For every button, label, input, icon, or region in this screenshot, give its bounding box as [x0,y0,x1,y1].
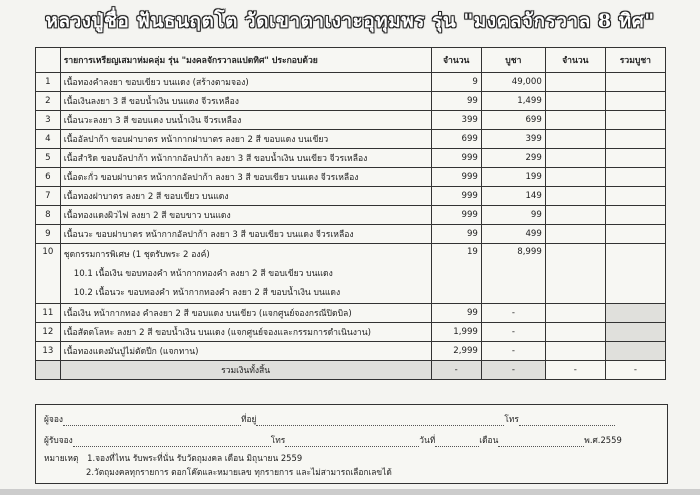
row-total-cell[interactable] [605,187,665,206]
row-quantity: 9 [431,73,481,92]
day-label: วันที่ [419,435,436,445]
row-item: เนื้อทองฝาบาตร ลงยา 2 สี ขอบเขียว บนแดง [60,187,431,206]
table-row [36,130,666,149]
table-row [36,73,666,92]
row-quantity: 99 [431,92,481,111]
row-quantity: 19 [431,244,481,304]
row-item: เนื้อตะกั่ว ขอบฝาบาตร หน้ากากอัลปาก้า ลงยา 3 สี ขอบเขียว บนแดง จีวรเหลือง [60,168,431,187]
day-input[interactable] [435,438,479,447]
row-number: 13 [36,342,61,361]
row-price: 199 [481,168,545,187]
sum-label: รวมเงินทั้งสิ้น [60,361,431,380]
row-order-quantity-cell[interactable] [545,342,605,361]
header-total: รวมบูชา [605,48,665,73]
sum-blank-cell [36,361,61,380]
row-quantity: 999 [431,206,481,225]
sum-price: - [481,361,545,380]
row-item: เนื้อสัตตโลหะ ลงยา 2 สี ขอบน้ำเงิน บนแดง (แจกศูนย์จองและกรรมการดำเนินงาน) [60,323,431,342]
table-row [36,92,666,111]
sum-row [36,361,666,380]
row-number: 10 [36,244,61,304]
row-quantity: 399 [431,111,481,130]
month-input[interactable] [498,438,584,447]
table-header-row [36,48,666,73]
row-total-cell[interactable] [605,73,665,92]
row-quantity: 999 [431,168,481,187]
row-number: 9 [36,225,61,244]
address-input[interactable] [256,417,504,426]
table-row [36,225,666,244]
note-2: 2.วัตถุมงคลทุกรายการ ตอกโค๊ตและหมายเลข ทุกรายการ และไม่สามารถเลือกเลขได้ [86,467,392,477]
row-number: 8 [36,206,61,225]
row-number: 4 [36,130,61,149]
row-order-quantity-cell[interactable] [545,323,605,342]
row-item: เนื้อนวะ ขอบฝาบาตร หน้ากากอัลปาก้า ลงยา 3 สี ขอบเขียว บนแดง จีวรเหลือง [60,225,431,244]
row-number: 12 [36,323,61,342]
reserver-input[interactable] [63,417,241,426]
row-quantity: 999 [431,187,481,206]
row-total-cell[interactable] [605,149,665,168]
row-item: เนื้อเงิน หน้ากากทอง คำลงยา 2 สี ขอบแดง บนเขียว (แจกศูนย์จองกรณีปิดบิล) [60,304,431,323]
row-total-cell [605,304,665,323]
order-table [35,47,666,380]
table-row [36,187,666,206]
table-row [36,206,666,225]
row-order-quantity-cell[interactable] [545,73,605,92]
row-order-quantity-cell[interactable] [545,304,605,323]
page-title: หลวงปู่ชื่อ ฟันธนฤตโต วัดเขาตาเงาะอุทุมพร รุ่น "มงคลจักรวาล 8 ทิศ" [45,10,655,32]
row-item: เนื้อทองคำลงยา ขอบเขียว บนแดง (สร้างตามจอง) [60,73,431,92]
row-quantity: 99 [431,225,481,244]
table-row [36,304,666,323]
table-row [36,111,666,130]
table-row [36,149,666,168]
row-price: - [481,342,545,361]
row-order-quantity-cell[interactable] [545,130,605,149]
row-item: เนื้อเงินลงยา 3 สี ขอบน้ำเงิน บนแดง จีวรเหลือง [60,92,431,111]
row-quantity: 1,999 [431,323,481,342]
row-price: 699 [481,111,545,130]
reserver-label: ผู้จอง [44,414,63,424]
row-number: 3 [36,111,61,130]
special-set-sub-item-1: 10.1 เนื้อเงิน ขอบทองคำ หน้ากากทองคำ ลงยา 2 สี ขอบเขียว บนแดง [73,269,333,279]
row-number: 1 [36,73,61,92]
row-price: 99 [481,206,545,225]
row-number: 6 [36,168,61,187]
tel-input[interactable] [519,417,615,426]
row-quantity: 999 [431,149,481,168]
bottom-edge [0,489,700,495]
table-row [36,323,666,342]
tel-label: โทร [504,414,519,424]
note-label: หมายเหตุ [44,453,79,463]
special-set-item [60,244,431,304]
row-price: 299 [481,149,545,168]
row-item: เนื้อสำริด ขอบอัลปาก้า หน้ากากอัลปาก้า ลงยา 3 สี ขอบน้ำเงิน บนเขียว จีวรเหลือง [60,149,431,168]
row-order-quantity-cell[interactable] [545,206,605,225]
note-1: 1.จองที่ไหน รับพระที่นั่น รับวัตถุมงคล เดือน มิถุนายน 2559 [87,453,303,463]
row-number: 11 [36,304,61,323]
header-quantity: จำนวน [431,48,481,73]
row-order-quantity-cell[interactable] [545,225,605,244]
table-row [36,342,666,361]
year-label: พ.ศ.2559 [584,435,622,445]
row-order-quantity-cell[interactable] [545,149,605,168]
reservation-form [35,404,668,484]
address-label: ที่อยู่ [240,414,257,424]
row-item: เนื้อทองแดงผิวไฟ ลงยา 2 สี ขอบขาว บนแดง [60,206,431,225]
row-total-cell[interactable] [605,92,665,111]
row-quantity: 2,999 [431,342,481,361]
row-number: 5 [36,149,61,168]
row-price: 149 [481,187,545,206]
table-row [36,168,666,187]
row-price: 8,999 [481,244,545,304]
row-item: เนื้อนวะลงยา 3 สี ขอบแดง บนน้ำเงิน จีวรเหลือง [60,111,431,130]
row-quantity: 699 [431,130,481,149]
receiver-tel-label: โทร [270,435,286,445]
row-total-cell[interactable] [605,225,665,244]
row-total-cell [605,342,665,361]
row-item: เนื้ออัลปาก้า ขอบฝาบาตร หน้ากากฝาบาตร ลงยา 2 สี ขอบแดง บนเขียว [60,130,431,149]
row-order-quantity-cell[interactable] [545,244,605,304]
row-total-cell[interactable] [605,111,665,130]
row-quantity: 99 [431,304,481,323]
sum-total: - [605,361,665,380]
month-label: เดือน [479,435,499,445]
row-total-cell[interactable] [605,168,665,187]
receiver-tel-input[interactable] [285,438,419,447]
row-price: 1,499 [481,92,545,111]
header-number [36,48,61,73]
row-price: 499 [481,225,545,244]
row-order-quantity-cell[interactable] [545,187,605,206]
special-set-title: ชุดกรรมการพิเศษ (1 ชุดรับพระ 2 องค์) [63,250,210,260]
row-order-quantity-cell[interactable] [545,168,605,187]
row-item: เนื้อทองแดงมันปู่ไม่ตัดปีก (แจกทาน) [60,342,431,361]
sum-order-quantity: - [545,361,605,380]
row-total-cell[interactable] [605,206,665,225]
reserver-line [44,412,615,426]
row-total-cell[interactable] [605,244,665,304]
row-number: 7 [36,187,61,206]
row-order-quantity-cell[interactable] [545,92,605,111]
row-price: 49,000 [481,73,545,92]
row-total-cell[interactable] [605,130,665,149]
row-price: - [481,323,545,342]
header-item: รายการเหรียญเสมาห่มคลุ่ม รุ่น "มงคลจักรวาลแปดทิศ" ประกอบด้วย [60,48,431,73]
header-order-quantity: จำนวน [545,48,605,73]
special-set-sub-item-2: 10.2 เนื้อนวะ ขอบทองคำ หน้ากากทองคำ ลงยา 2 สี ขอบน้ำเงิน บนแดง [73,288,341,298]
note-block [44,451,302,465]
row-number: 2 [36,92,61,111]
header-price: บูชา [481,48,545,73]
row-price: 399 [481,130,545,149]
sum-quantity: - [431,361,481,380]
row-order-quantity-cell[interactable] [545,111,605,130]
receiver-label: ผู้รับจอง [44,435,73,445]
row-total-cell [605,323,665,342]
receiver-input[interactable] [73,438,271,447]
receiver-line [44,433,622,447]
special-set-row [36,244,666,304]
row-price: - [481,304,545,323]
